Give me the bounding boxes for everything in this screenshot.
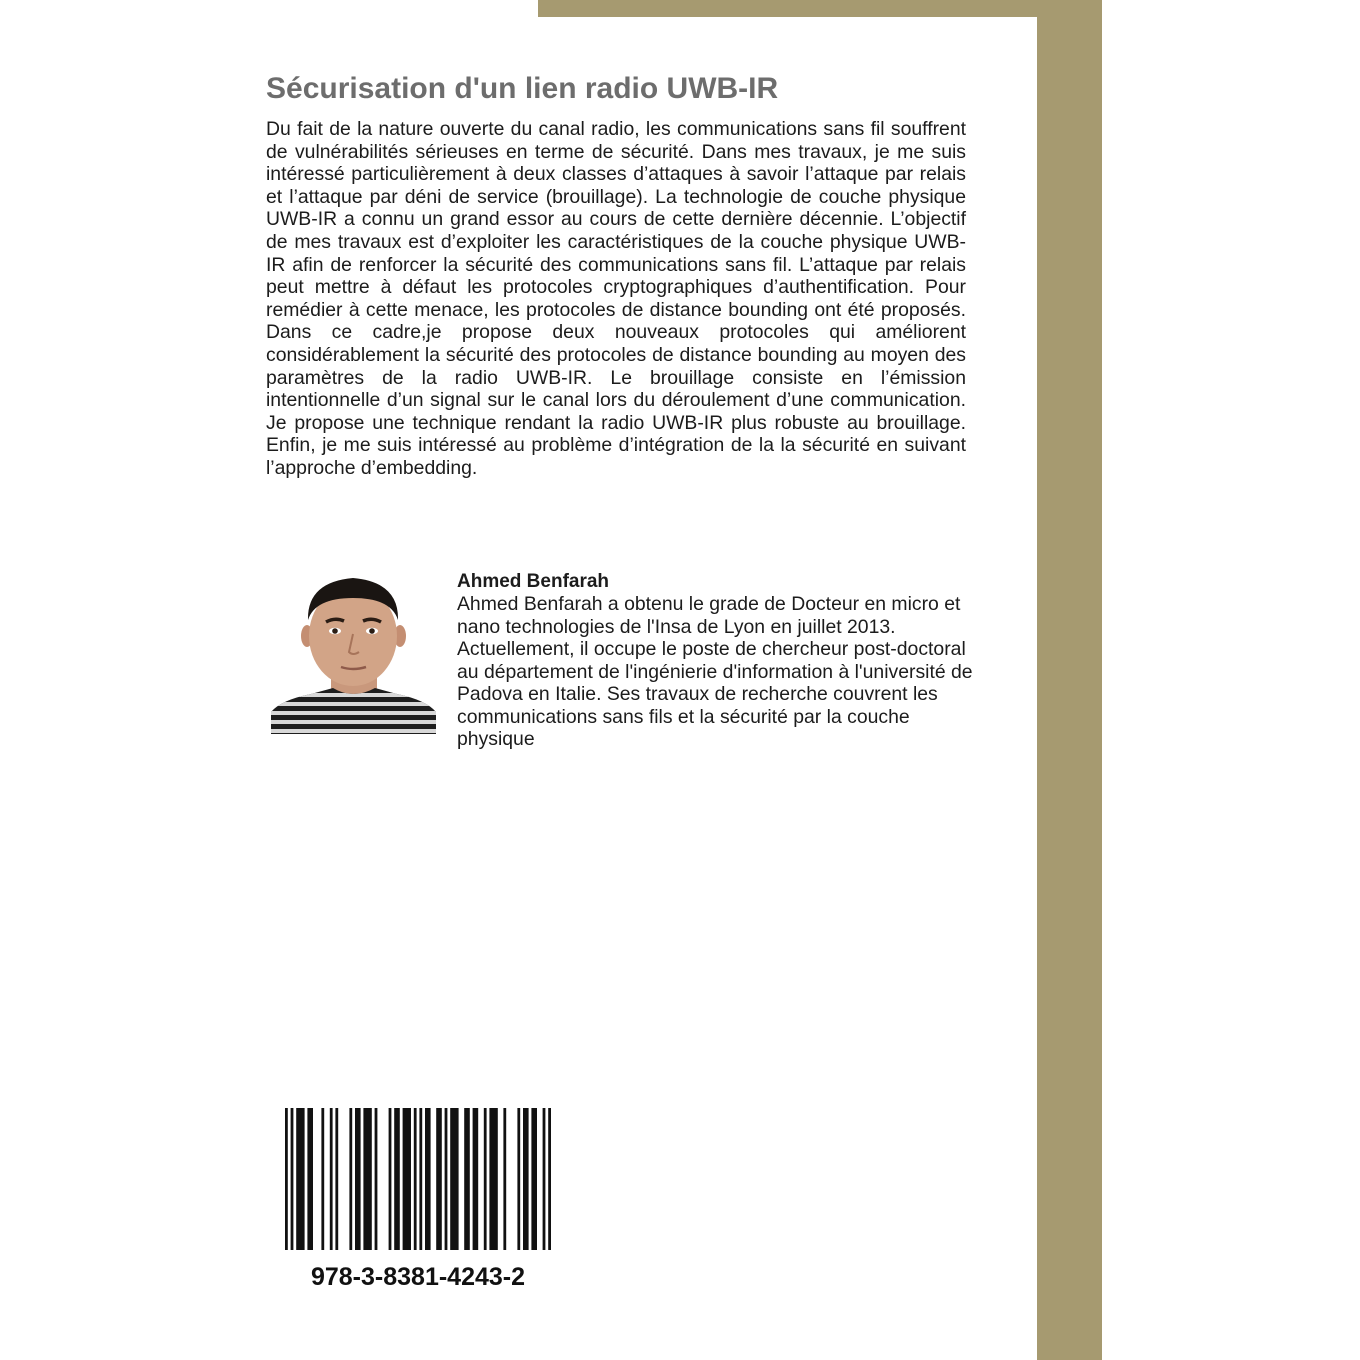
barcode-bar — [445, 1108, 448, 1250]
barcode-bar — [503, 1108, 506, 1250]
barcode — [285, 1108, 551, 1250]
barcode-bar — [436, 1108, 442, 1250]
barcode-bar — [349, 1108, 352, 1250]
book-summary: Du fait de la nature ouverte du canal radio, les communications sans fil souffrent de vulnérabilités sérieuses en terme de sécurité. Dans mes travaux, je me suis intéressé particulièrement à deux classes d’attaques à savoir l’attaque par relais et l’attaque par déni de service (brouillage). La technologie de couche physique UWB-IR a connu un grand essor au cours de cette dernière décennie. L’objectif de mes travaux est d’exploiter les caractéristiques de la couche physique UWB-IR afin de renforcer la sécurité des communications sans fil. L’attaque par relais peut mettre à défaut les protocoles cryptographiques d’authentification. Pour remédier à cette menace, les protocoles de distance bounding ont été proposés. Dans ce cadre,je propose deux nouveaux protocoles qui améliorent considérablement la sécurité des protocoles de distance bounding au moyen des paramètres de la radio UWB-IR. Le brouillage consiste en l’émission intentionnelle d’un signal sur le canal lors du déroulement d’une communication. Je propose une technique rendant la radio UWB-IR plus robuste au brouillage. Enfin, je me suis intéressé au problème d’intégration de la la sécurité en suivant l’approche d’embedding. — [266, 118, 966, 479]
barcode-bar — [489, 1108, 497, 1250]
barcode-bar — [484, 1108, 487, 1250]
barcode-bar — [330, 1108, 333, 1250]
author-portrait-illustration — [271, 572, 436, 734]
spine-color-band — [1037, 0, 1102, 1360]
barcode-bar — [375, 1108, 378, 1250]
barcode-bar — [296, 1108, 304, 1250]
barcode-bars — [285, 1108, 551, 1250]
barcode-bar — [389, 1108, 392, 1250]
barcode-bar — [335, 1108, 338, 1250]
barcode-bar — [414, 1108, 417, 1250]
author-name: Ahmed Benfarah — [457, 571, 610, 592]
barcode-bar — [450, 1108, 458, 1250]
author-bio: Ahmed Benfarah a obtenu le grade de Docteur en micro et nano technologies de l'Insa de Lyon en juillet 2013. Actuellement, il occupe le poste de chercheur post-doctoral au département de l'ingénierie d'information à l'université de Padova en Italie. Ses travaux de recherche couvrent les communications sans fils et la sécurité par la couche physique — [457, 593, 973, 750]
barcode-bar — [419, 1108, 422, 1250]
barcode-bar — [307, 1108, 313, 1250]
book-title: Sécurisation d'un lien radio UWB-IR — [266, 72, 779, 105]
barcode-bar — [531, 1108, 537, 1250]
barcode-bar — [473, 1108, 479, 1250]
top-color-band — [538, 0, 1102, 17]
barcode-bar — [394, 1108, 400, 1250]
barcode-bar — [355, 1108, 361, 1250]
barcode-bar — [464, 1108, 470, 1250]
barcode-bar — [517, 1108, 520, 1250]
barcode-bar — [291, 1108, 294, 1250]
isbn-number: 978-3-8381-4243-2 — [310, 1263, 526, 1291]
barcode-bar — [523, 1108, 529, 1250]
barcode-bar — [285, 1108, 288, 1250]
barcode-bar — [543, 1108, 546, 1250]
author-photo — [271, 572, 436, 734]
barcode-bar — [363, 1108, 371, 1250]
barcode-bar — [548, 1108, 551, 1250]
barcode-bar — [321, 1108, 324, 1250]
barcode-bar — [425, 1108, 431, 1250]
barcode-bar — [403, 1108, 411, 1250]
